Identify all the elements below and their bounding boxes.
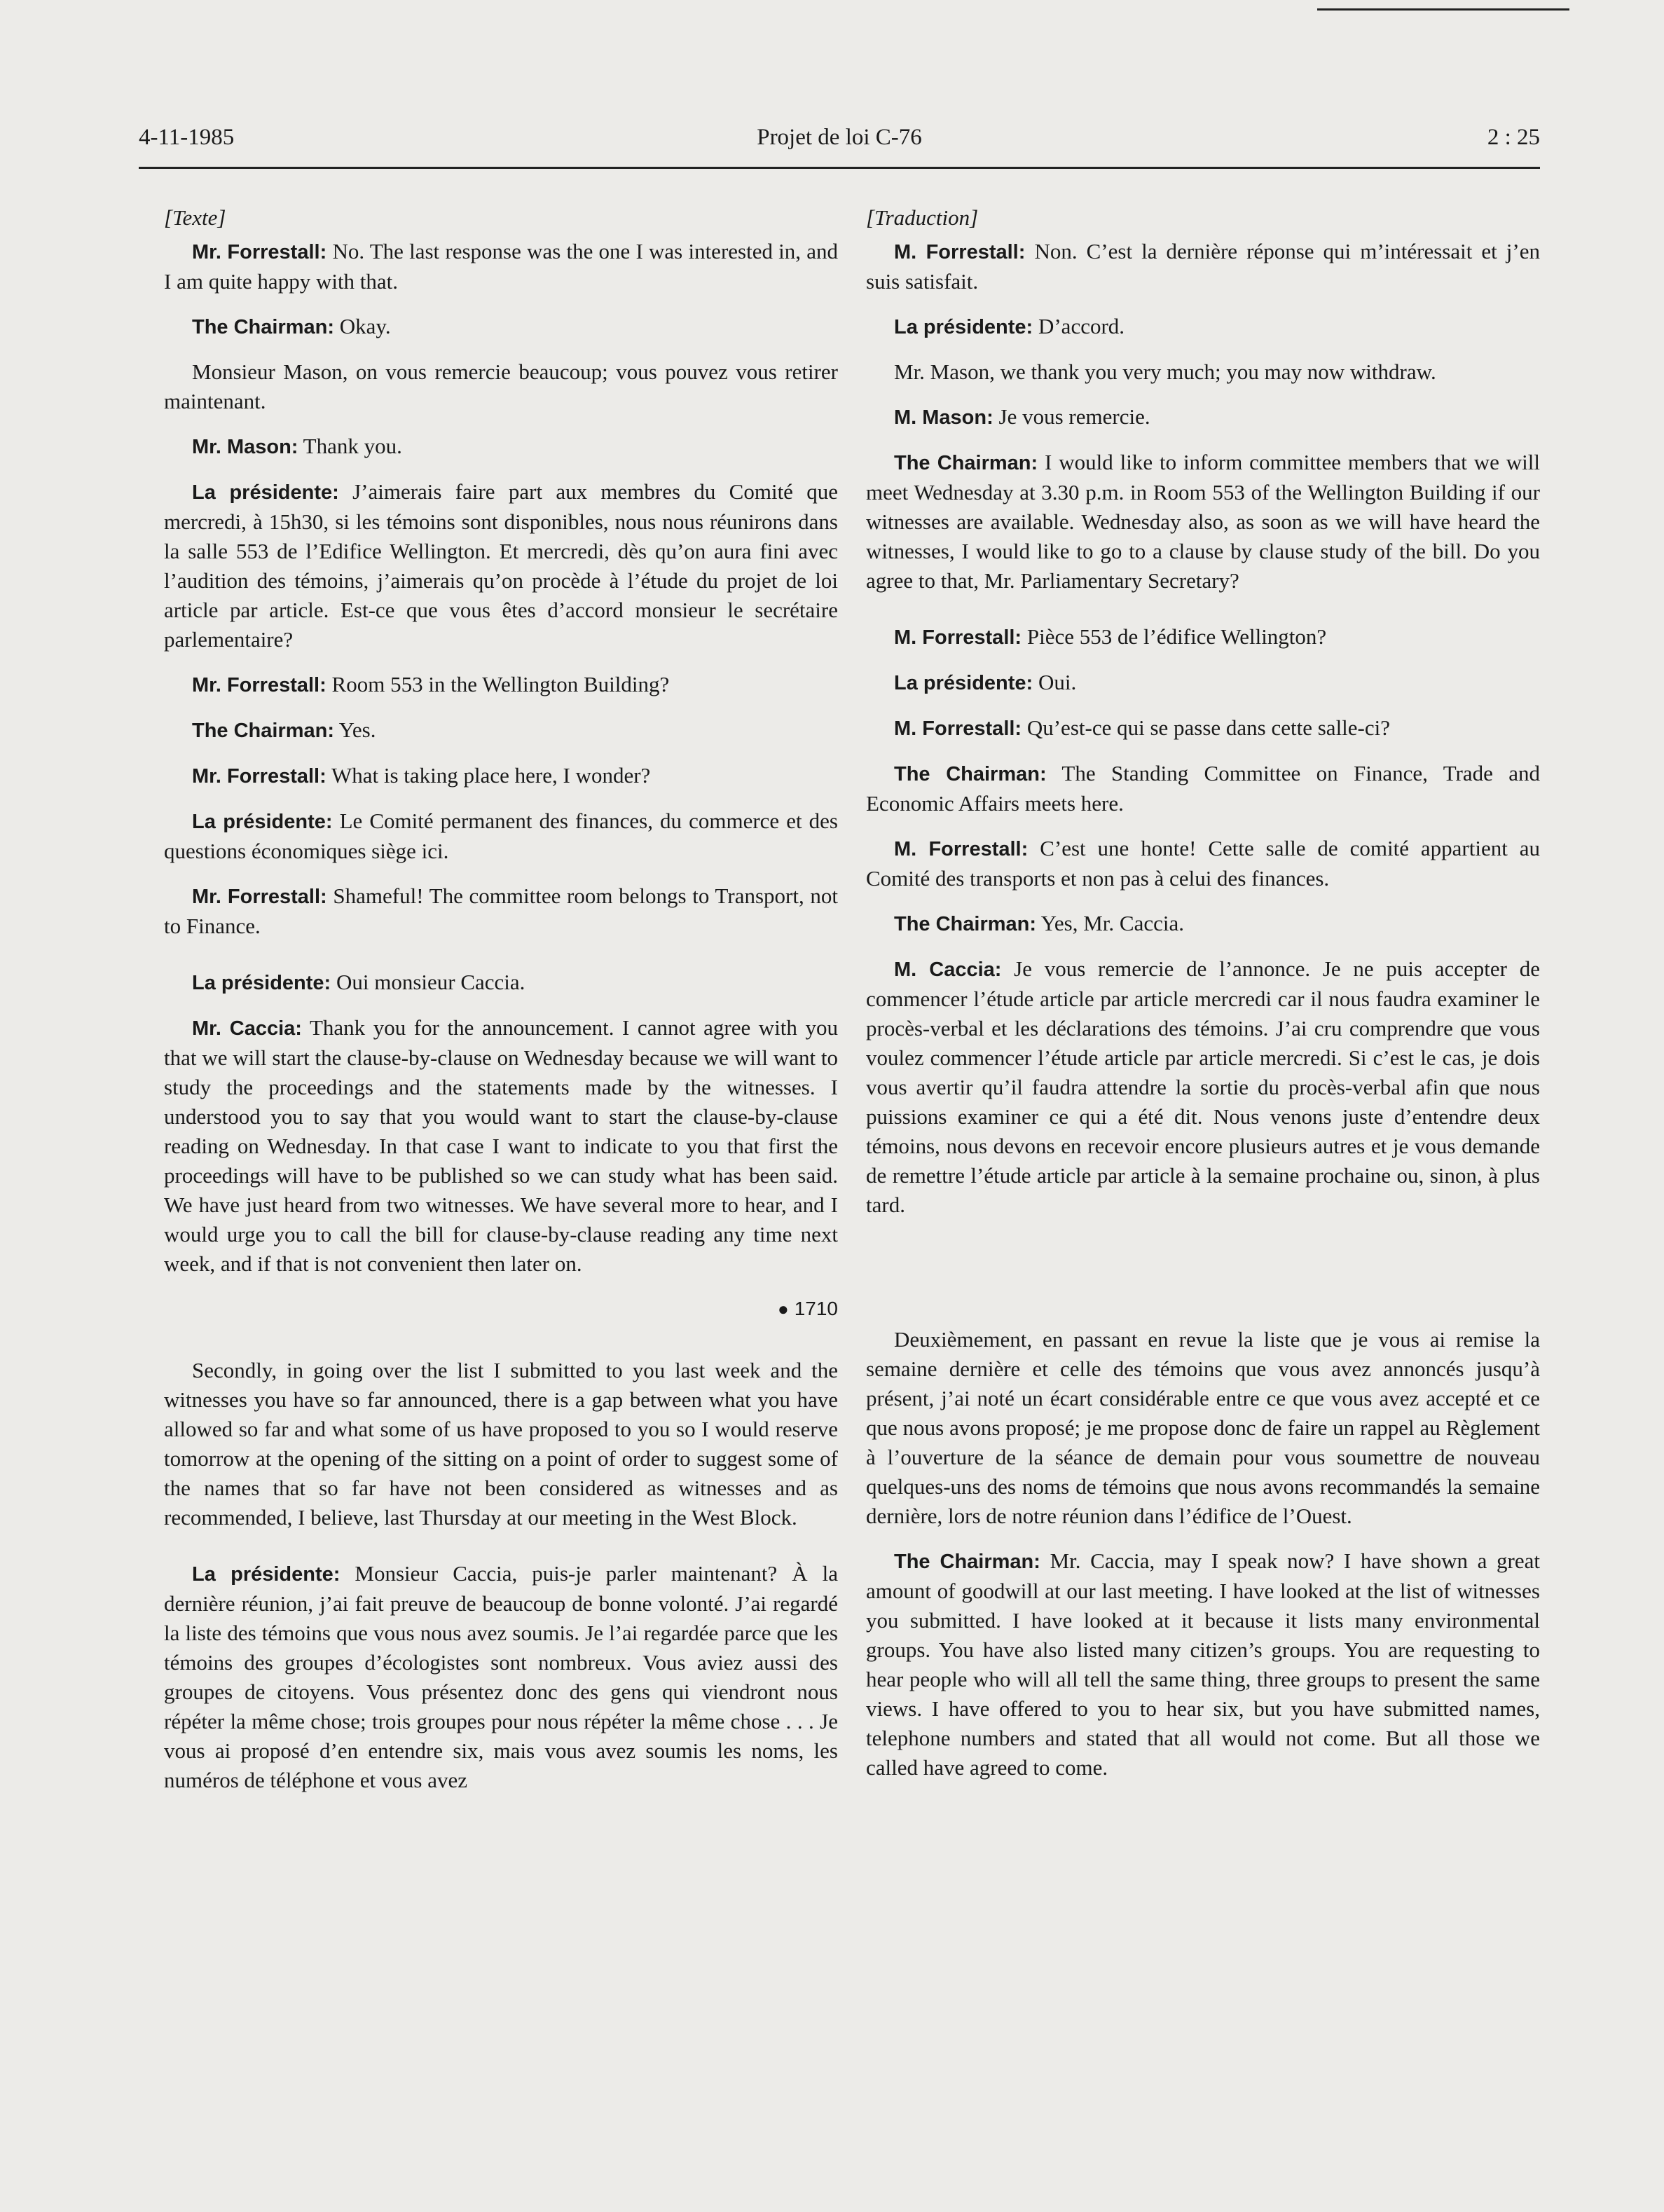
speech: J’aimerais faire part aux membres du Comité que mercredi, à 15h30, si les témoins sont disponibles, nous nous réunirons dans la salle 553 de l’Edifice Wellington. Et mercredi, dès qu’on aura fini avec l’audition des témoins, j’aimerais qu’on procède à l’étude du projet de loi article par article. Est-ce que vous êtes d’accord monsieur le secrétaire parlementaire? [164,479,838,652]
speech: Monsieur Mason, on vous remercie beaucoup; vous pouvez vous retirer maintenant. [164,359,838,413]
speaker: Mr. Forrestall: [192,241,327,263]
speaker: Mr. Forrestall: [192,765,326,788]
paragraph [164,968,838,998]
paragraph [866,402,1540,432]
speech: What is taking place here, I wonder? [326,763,651,788]
paragraph [164,312,838,342]
speaker: Mr. Caccia: [192,1017,302,1040]
speech: D’accord. [1033,314,1125,338]
paragraph [866,1325,1540,1531]
speech: Mr. Caccia, may I speak now? I have shown a great amount of goodwill at our last meeting. I have looked at the list of witnesses you submitted. I have looked at it because it lists many environmental groups. You have also listed many citizen’s groups. You are requesting to hear people who will all tell the same thing, three groups to present the same views. I have offered to you to hear six, but you have submitted names, telephone numbers and stated that all would not come. But all those we called have agreed to come. [866,1548,1541,1780]
speech: Qu’est-ce qui se passe dans cette salle-ci? [1022,715,1391,740]
timestamp: 1710 [794,1298,838,1319]
left-column [164,203,838,1811]
paragraph [164,237,838,296]
speaker: The Chairman: [894,1551,1040,1573]
paragraph [164,1356,838,1532]
speech: Shameful! The committee room belongs to Transport, not to Finance. [164,884,839,938]
header-title: Projet de loi C-76 [757,125,922,150]
paragraph [866,954,1540,1220]
speech: C’est une honte! Cette salle de comité appartient au Comité des transports et non pas à celui des finances. [866,836,1540,891]
section-tag: [Texte] [164,205,226,230]
speech: Le Comité permanent des finances, du commerce et des questions économiques siège ici. [164,809,838,863]
paragraph [164,357,838,416]
speaker: Mr. Forrestall: [192,674,326,696]
paragraph [164,1013,838,1279]
speech: Je vous remercie. [993,404,1150,429]
speaker: The Chairman: [894,913,1037,935]
paragraph [164,432,838,462]
speaker: La présidente: [894,316,1033,338]
speech: Okay. [334,314,391,338]
speech: Mr. Mason, we thank you very much; you may now withdraw. [894,359,1436,384]
speech: The Standing Committee on Finance, Trade and Economic Affairs meets here. [866,761,1541,816]
speaker: Mr. Mason: [192,436,298,458]
paragraph [866,312,1540,342]
section-tag: [Traduction] [866,205,979,230]
paragraph [866,668,1540,698]
speaker: M. Forrestall: [894,241,1026,263]
speech: Non. C’est la dernière réponse qui m’intéressait et j’en suis satisfait. [866,239,1540,294]
speaker: La présidente: [894,672,1033,694]
speech: Oui. [1033,670,1077,694]
speaker: The Chairman: [894,452,1038,474]
paragraph [866,834,1540,893]
speaker: M. Mason: [894,406,993,429]
speaker: La présidente: [192,811,333,833]
speaker: La présidente: [192,481,339,504]
speaker: M. Forrestall: [894,838,1029,860]
paragraph [164,761,838,791]
speech: Oui monsieur Caccia. [331,970,525,994]
speaker: La présidente: [192,1563,341,1586]
speech: Pièce 553 de l’édifice Wellington? [1022,624,1327,649]
speech: Deuxièmement, en passant en revue la liste que je vous ai remise la semaine dernière et celle des témoins que vous avez annoncés jusqu’à présent, j’ai noté un écart considérable entre ce que vous avez accepté et ce que nous avons proposé; je me propose donc de faire un rappel au Règlement à l’ouverture de la séance de demain pour vous soumettre de nouveau quelques-uns des noms de témoins que nous avons recommandés la semaine dernière, lors de notre réunion dans l’édifice de l’Ouest. [866,1327,1540,1528]
speaker: M. Caccia: [894,959,1002,981]
speaker: The Chairman: [192,720,335,742]
right-column [866,203,1540,1798]
top-edge-rule [1317,8,1569,11]
header-date: 4-11-1985 [139,125,235,150]
paragraph [866,1546,1540,1782]
speech: Thank you. [298,434,402,458]
paragraph [866,357,1540,387]
speech: I would like to inform committee members that we will meet Wednesday at 3.30 p.m. in Room 553 of the Wellington Building if our witnesses are available. Wednesday also, as soon as we will have heard the witnesses, I would like to go to a clause by clause study of the bill. Do you agree to that, Mr. Parliamentary Secretary? [866,450,1541,593]
paragraph [164,715,838,746]
speaker: M. Forrestall: [894,717,1022,740]
paragraph [866,622,1540,652]
speaker: M. Forrestall: [894,626,1022,649]
paragraph [164,1559,838,1795]
paragraph [866,237,1540,296]
paragraph [866,448,1540,596]
paragraph [866,713,1540,743]
speech: Thank you for the announcement. I cannot agree with you that we will start the clause-by-clause on Wednesday because we will want to study the proceedings and the statements made by the witnesses. I understood you to say that you would want to start the clause-by-clause reading on Wednesday. In that case I want to indicate to you that first the proceedings will have to be published so we can study what has been said. We have just heard from two witnesses. We have several more to hear, and I would urge you to call the bill for clause-by-clause reading any time next week, and if that is not convenient then later on. [164,1015,838,1276]
speaker: Mr. Forrestall: [192,886,327,908]
header-rule [139,167,1540,169]
speech: Monsieur Caccia, puis-je parler maintenant? À la dernière réunion, j’ai fait preuve de beaucoup de bonne volonté. J’ai regardé la liste des témoins que vous nous avez soumis. Je l’ai regardée parce que les témoins des groupes d’écologistes sont nombreux. Vous aviez aussi des groupes de citoyens. Vous présentez donc des gens qui viendront nous répéter la même chose; trois groupes pour nous répéter la même chose . . . Je vous ai proposé d’en entendre six, mais vous avez soumis les noms, les numéros de téléphone et vous avez [164,1561,838,1792]
speech: Je vous remercie de l’annonce. Je ne puis accepter de commencer l’étude article par article mercredi car il nous faudra examiner le procès-verbal et les déclarations des témoins. J’ai cru comprendre que vous voulez commencer l’étude article par article mercredi. Si c’est le cas, je dois vous avertir qu’il faudra attendre la sortie du procès-verbal afin que nous puissions examiner ce qui a été dit. Nous venons juste d’entendre deux témoins, nous devons en recevoir encore plusieurs autres et je vous demande de remettre l’étude article par article à la semaine prochaine ou, sinon, à plus tard. [866,956,1540,1217]
speaker: La présidente: [192,972,331,994]
paragraph [866,909,1540,939]
speech: Yes. [334,717,376,742]
speech: Secondly, in going over the list I submitted to you last week and the witnesses you have so far announced, there is a gap between what you have allowed so far and what some of us have proposed to you so I would reserve tomorrow at the opening of the sitting on a point of order to suggest some of the names that so far have not been considered as witnesses and as recommended, I believe, last Thursday at our meeting in the West Block. [164,1358,838,1530]
page-header [139,125,1540,167]
paragraph [866,759,1540,818]
bullet-icon: ● [777,1298,789,1319]
paragraph [164,477,838,654]
speaker: The Chairman: [192,316,335,338]
speech: Room 553 in the Wellington Building? [326,672,670,696]
speech: Yes, Mr. Caccia. [1036,911,1184,935]
timestamp-marker [164,1294,838,1324]
header-page-number: 2 : 25 [1487,125,1540,150]
paragraph [164,881,838,941]
speech: No. The last response was the one I was interested in, and I am quite happy with that. [164,239,838,294]
paragraph [164,806,838,866]
speaker: The Chairman: [894,763,1047,785]
paragraph [164,670,838,700]
